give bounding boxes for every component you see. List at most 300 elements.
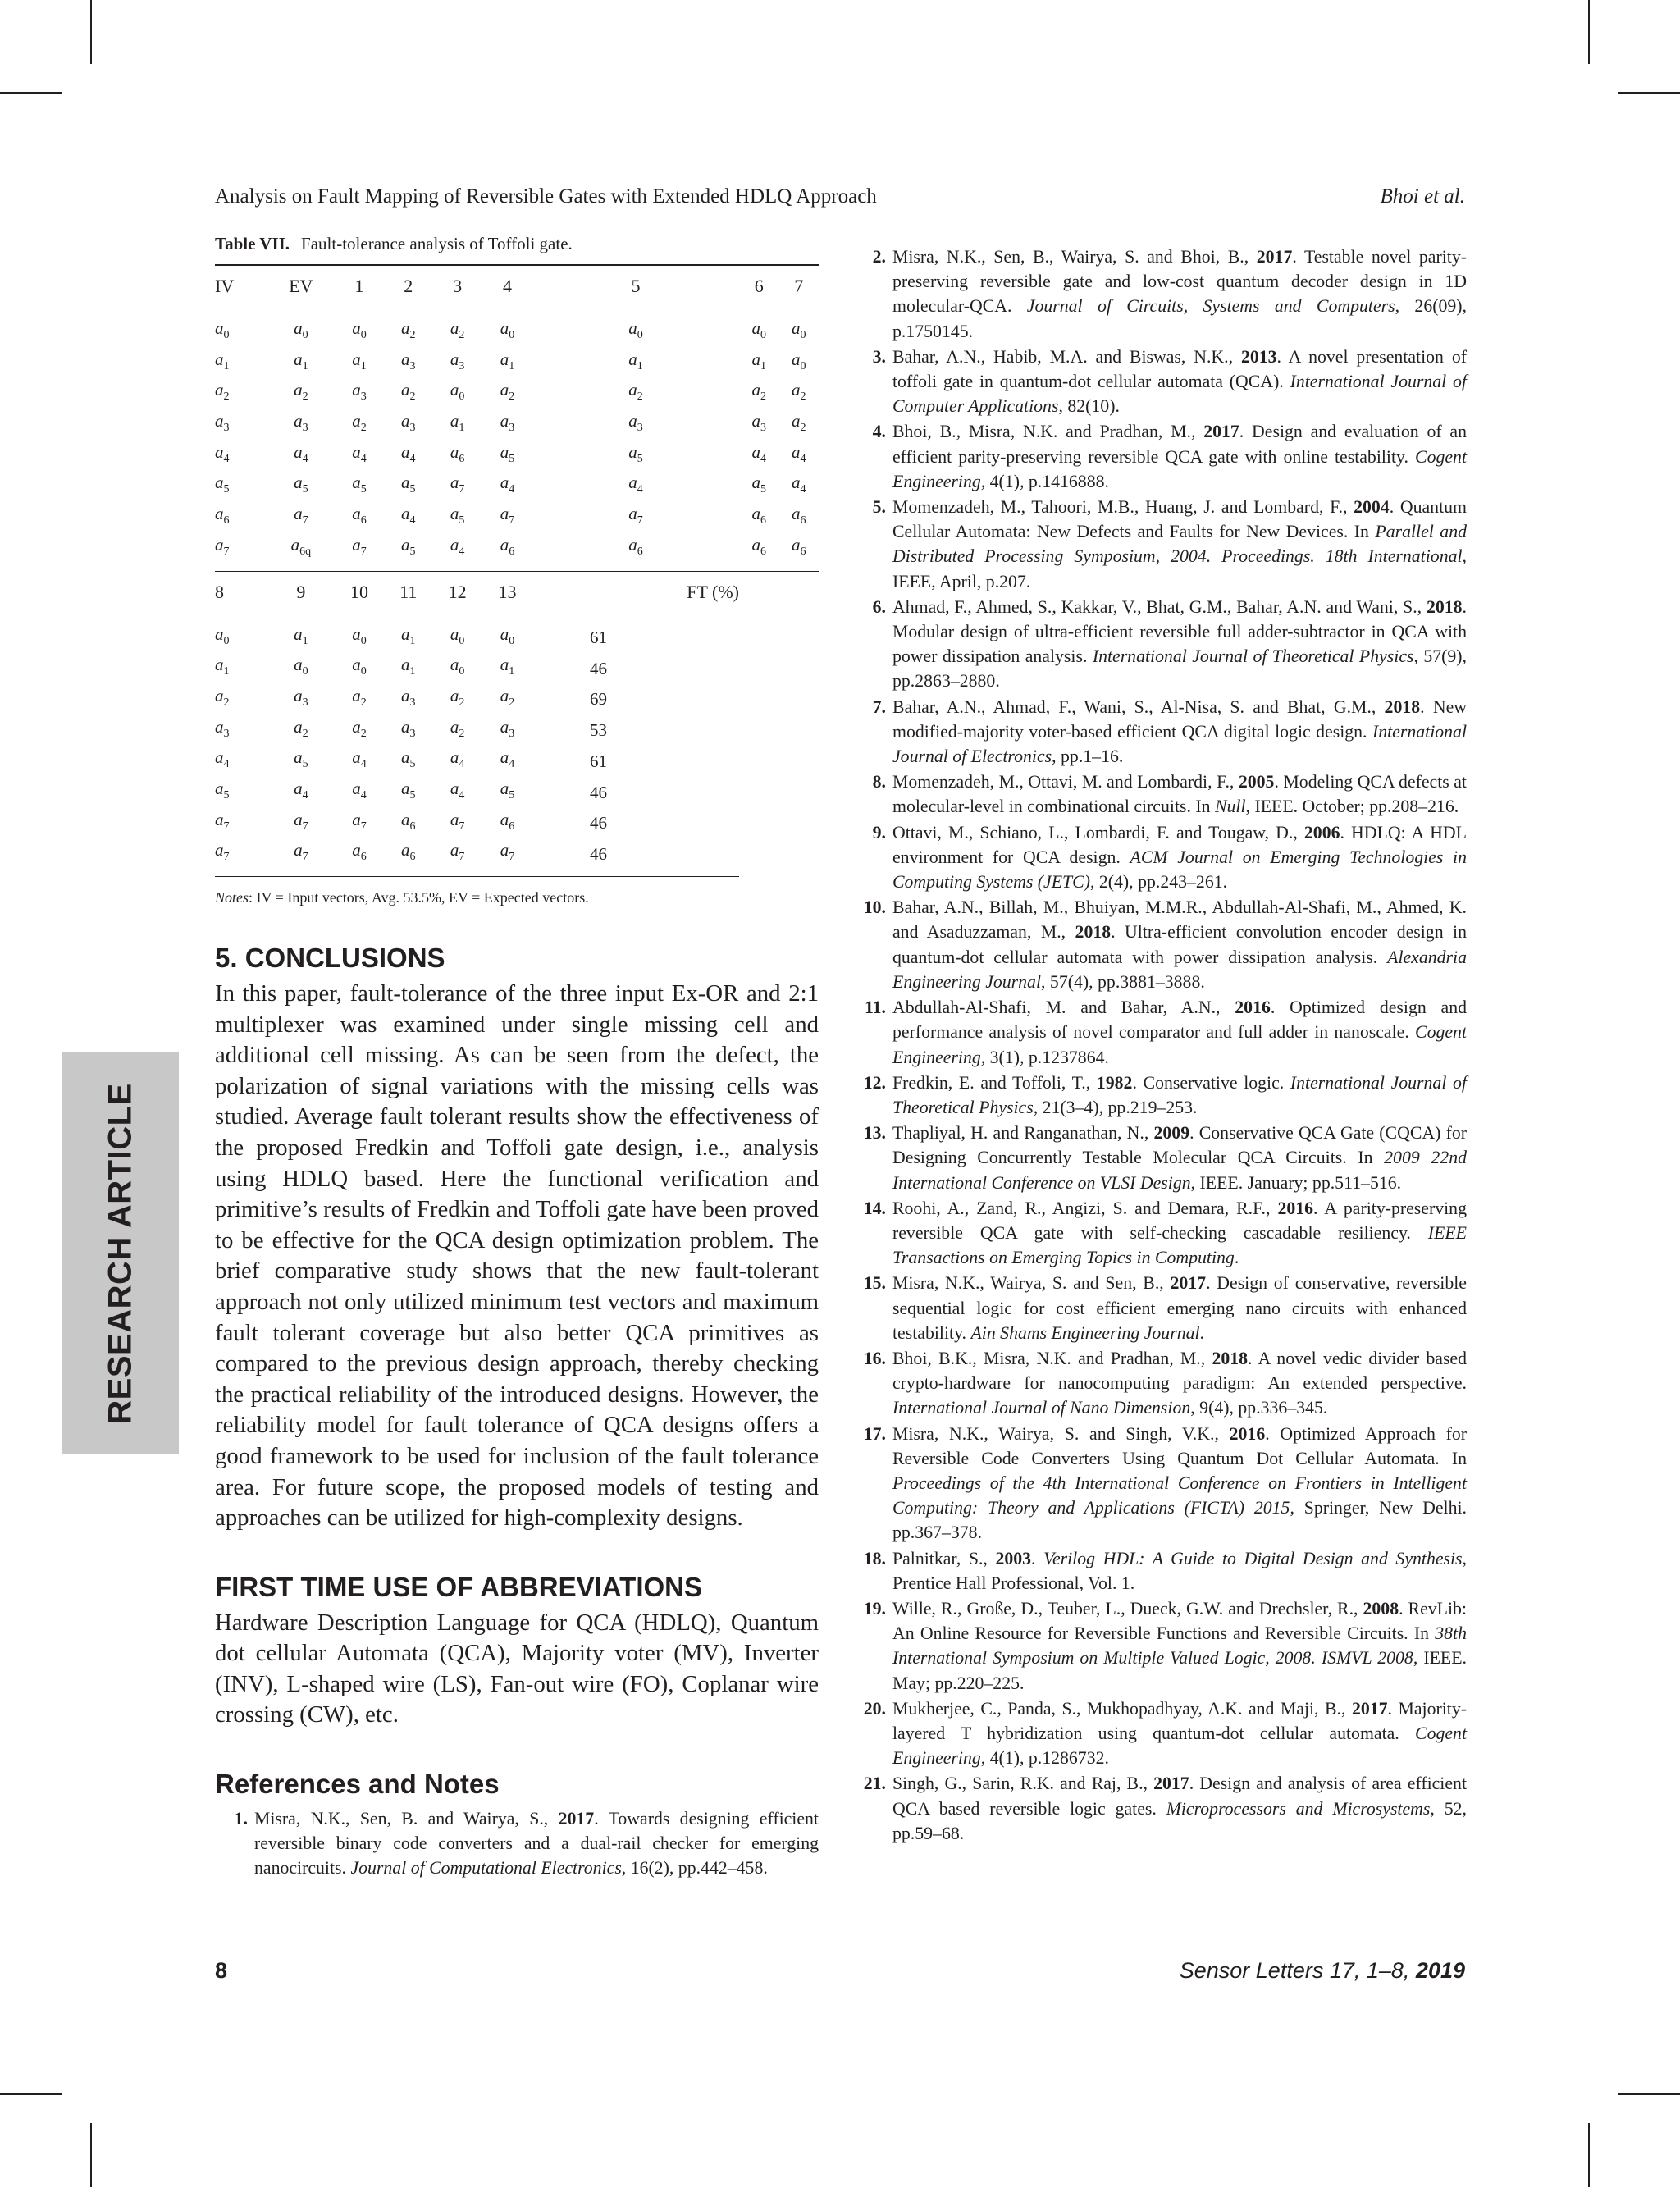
table-cell (384, 715, 432, 747)
cell-symbol (791, 441, 806, 465)
reference-journal: Verilog HDL: A Guide to Digital Design and Synthesis (1043, 1548, 1463, 1568)
cell-subscript: 0 (800, 329, 806, 342)
cell-var: a (401, 504, 410, 524)
cell-symbol (500, 441, 515, 465)
cell-var: a (352, 411, 361, 431)
cell-subscript: 5 (509, 789, 515, 802)
cell-symbol (294, 349, 308, 372)
cell-symbol (450, 380, 465, 404)
abbreviations-heading: FIRST TIME USE OF ABBREVIATIONS (215, 1571, 703, 1602)
reference-number: 6. (872, 596, 886, 617)
running-head-authors: Bhoi et al. (1380, 185, 1465, 208)
cell-symbol (450, 473, 465, 496)
cell-var: a (628, 349, 637, 369)
table-cell (432, 613, 482, 654)
table-cell (335, 409, 385, 441)
cell-symbol (401, 411, 416, 435)
cell-subscript: 6 (409, 820, 416, 833)
cell-subscript: 6 (760, 546, 766, 558)
cell-symbol (500, 809, 515, 833)
reference-volume: , Prentice Hall Professional, Vol. 1. (892, 1548, 1467, 1593)
cell-subscript: 3 (360, 390, 367, 404)
table-row (215, 684, 819, 715)
table-notes-label: Notes (215, 889, 249, 906)
table-cell (432, 441, 482, 472)
journal-name: Sensor Letters 17, 1–8, (1179, 1958, 1416, 1983)
cell-subscript: 7 (459, 820, 465, 833)
cell-var: a (401, 685, 410, 705)
cell-var: a (294, 809, 303, 829)
reference-title: . Modular design of ultra-efficient reversible full adder-subtractor in QCA with power dissipation analysis. (892, 596, 1467, 667)
cell-var: a (628, 380, 637, 400)
reference-item (853, 1346, 1467, 1421)
cell-symbol (500, 318, 515, 342)
section-side-tab (62, 1052, 179, 1454)
cell-symbol (500, 349, 515, 372)
table-cell (778, 409, 819, 441)
cell-var: a (215, 655, 224, 675)
reference-item (853, 419, 1467, 494)
cell-var: a (401, 534, 410, 555)
cell-var: a (401, 380, 410, 400)
cell-symbol (628, 441, 643, 465)
table-cell (778, 533, 819, 571)
cell-subscript: 6 (459, 452, 465, 465)
table-header-cell: 5 (532, 265, 739, 307)
cell-symbol (352, 809, 367, 833)
cell-var: a (500, 349, 509, 369)
cell-subscript: 3 (223, 727, 230, 740)
cell-symbol (401, 441, 416, 465)
reference-volume: , Springer, New Delhi. pp.367–378. (892, 1498, 1467, 1543)
table-cell (432, 746, 482, 777)
cell-subscript: 1 (459, 422, 465, 435)
cell-subscript: 7 (302, 820, 308, 833)
cell-var: a (401, 623, 410, 644)
reference-title: . Design and evaluation of an efficient parity-preserving reversible QCA gate with online testability. (892, 422, 1467, 467)
reference-item (853, 1422, 1467, 1546)
cell-symbol (450, 809, 465, 833)
cell-var: a (352, 747, 361, 768)
table-header-cell: EV (267, 265, 334, 307)
table-cell (384, 746, 432, 777)
cell-symbol (215, 840, 230, 864)
table-cell (778, 307, 819, 348)
reference-number: 9. (872, 822, 886, 842)
cell-symbol (500, 716, 515, 740)
cell-subscript: 3 (302, 696, 308, 710)
reference-title: . A novel vedic divider based crypto-hardware for nanocomputing paradigm: An extended perspective. (892, 1348, 1467, 1394)
reference-journal: ACM Journal on Emerging Technologies in Computing Systems (JETC) (892, 847, 1467, 893)
reference-authors: Wille, R., Große, D., Teuber, L., Dueck, G.W. and Drechsler, R., (892, 1598, 1363, 1619)
table-cell (215, 838, 267, 876)
table-cell: 46 (589, 658, 607, 678)
cell-subscript: 6 (509, 546, 515, 558)
cell-var: a (500, 411, 509, 431)
reference-authors: Roohi, A., Zand, R., Angizi, S. and Demara, R.F., (892, 1198, 1278, 1218)
table-cell (432, 471, 482, 502)
cell-subscript: 0 (302, 665, 308, 678)
reference-number: 16. (863, 1348, 886, 1368)
cell-var: a (450, 655, 459, 675)
cell-var: a (450, 685, 459, 705)
reference-volume: , IEEE. January; pp.511–516. (1190, 1172, 1402, 1193)
table-cell (482, 808, 532, 839)
cell-symbol (500, 655, 515, 678)
crop-mark (1618, 92, 1680, 94)
cell-subscript: 2 (409, 329, 416, 342)
cell-subscript: 7 (302, 514, 308, 527)
cell-symbol (352, 534, 367, 558)
cell-subscript: 1 (637, 359, 643, 372)
cell-var: a (500, 623, 509, 644)
table-row (215, 441, 819, 472)
reference-item (853, 1196, 1467, 1271)
reference-number: 4. (872, 422, 886, 442)
conclusions-text: In this paper, fault-tolerance of the three input Ex-OR and 2:1 multiplexer was examined under single missing cell and additional cell missing. As can be seen from the defect, the polarization of signal variations with the missing cells was studied. Average fault tolerant results show the effectiveness of the proposed Fredkin and Toffoli gate design, i.e., analysis using HDLQ based. Here the functional verification and primitive’s results of Fredkin and Toffoli gate have been proved to be effective for the QCA design optimization problem. The brief comparative study shows that the new fault-tolerant approach not only utilized minimum test vectors and maximum fault tolerant coverage but also better QCA primitives as compared to the previous design approach, thereby checking the practical reliability of the introduced designs. However, the reliability model for fault tolerance of QCA designs offers a good framework to be used for inclusion of the fault tolerance area. For future scope, the proposed models of testing and approaches can be utilized for high-complexity designs. (215, 980, 819, 1532)
table-cell (335, 307, 385, 348)
reference-volume: . (1234, 1248, 1239, 1268)
reference-title: . Design of conservative, reversible sequential logic for cost efficient emerging nano circuits with enhanced testability. (892, 1273, 1467, 1343)
cell-symbol (215, 747, 230, 771)
cell-var: a (215, 685, 224, 705)
cell-symbol (500, 534, 515, 558)
table-cell: 46 (589, 813, 607, 833)
cell-subscript: 5 (302, 758, 308, 771)
table-header-cell: 9 (267, 571, 334, 613)
table-cell (215, 777, 267, 808)
cell-subscript: 2 (760, 390, 766, 404)
table-cell (267, 409, 334, 441)
cell-symbol (352, 380, 367, 404)
reference-authors: Bahar, A.N., Ahmad, F., Wani, S., Al-Nisa, S. and Bhat, G.M., (892, 696, 1385, 717)
cell-subscript: 4 (637, 483, 643, 496)
cell-var: a (290, 534, 300, 555)
table-cell (432, 409, 482, 441)
cell-subscript: 4 (223, 758, 230, 771)
cell-var: a (294, 318, 303, 338)
reference-title: . Towards designing efficient reversible binary code converters and a dual-rail checker for emerging nanocircuits. (254, 1809, 819, 1879)
table-cell (432, 348, 482, 379)
journal-info (1180, 1954, 1465, 1987)
cell-symbol (450, 504, 465, 527)
cell-var: a (401, 778, 410, 798)
reference-volume: , 16(2), pp.442–458. (621, 1858, 768, 1879)
cell-symbol (450, 349, 465, 372)
table-cell (482, 409, 532, 441)
reference-journal: Cogent Engineering (892, 1723, 1467, 1769)
cell-subscript: 5 (409, 546, 416, 558)
cell-subscript: 4 (459, 758, 465, 771)
cell-var: a (450, 840, 459, 861)
reference-year: 2016 (1229, 1423, 1266, 1444)
table-cell (384, 613, 432, 654)
cell-symbol (751, 349, 766, 372)
table-row (215, 533, 819, 571)
reference-authors: Bahar, A.N., Habib, M.A. and Biswas, N.K., (892, 346, 1241, 367)
cell-var: a (215, 318, 224, 338)
cell-var: a (500, 809, 509, 829)
cell-var: a (294, 716, 303, 737)
table-cell (432, 533, 482, 571)
cell-symbol (450, 411, 465, 435)
table-cell (778, 378, 819, 409)
cell-subscript: 2 (800, 390, 806, 404)
cell-symbol (401, 318, 416, 342)
crop-mark (1588, 0, 1590, 64)
cell-var: a (791, 441, 801, 462)
reference-item (853, 1696, 1467, 1771)
reference-volume: , 26(09), p.1750145. (892, 296, 1467, 341)
cell-symbol (500, 778, 515, 802)
cell-subscript: 2 (459, 696, 465, 710)
cell-subscript: 5 (223, 483, 230, 496)
side-tab-label: RESEARCH ARTICLE (102, 1083, 139, 1424)
reference-year: 2017 (1256, 247, 1293, 267)
reference-volume: , IEEE. October; pp.208–216. (1245, 797, 1459, 817)
reference-year: 2018 (1212, 1348, 1249, 1368)
cell-var: a (500, 318, 509, 338)
reference-title: . Majority-layered T hybridization using quantum-dot cellular automata. (892, 1698, 1467, 1743)
cell-symbol (628, 380, 643, 404)
cell-symbol (352, 441, 367, 465)
cell-subscript: 4 (223, 452, 230, 465)
table-cell (215, 613, 267, 654)
right-column (853, 240, 1467, 1847)
cell-subscript: 2 (800, 422, 806, 435)
cell-subscript: 0 (223, 329, 230, 342)
cell-subscript: 2 (509, 390, 515, 404)
table-part-2 (215, 571, 819, 877)
cell-var: a (401, 747, 410, 768)
cell-var: a (450, 534, 459, 555)
cell-subscript: 1 (509, 359, 515, 372)
cell-var: a (294, 441, 303, 462)
table-cell (432, 502, 482, 533)
cell-symbol (294, 655, 308, 678)
cell-var: a (215, 716, 224, 737)
reference-number: 14. (863, 1198, 886, 1218)
table-cell (215, 502, 267, 533)
table-cell (384, 684, 432, 715)
table-cell (482, 348, 532, 379)
cell-var: a (500, 380, 509, 400)
cell-subscript: 6q (299, 546, 312, 558)
cell-subscript: 5 (637, 452, 643, 465)
cell-symbol (352, 655, 367, 678)
table-cell (267, 441, 334, 472)
cell-subscript: 0 (459, 665, 465, 678)
table-cell (778, 471, 819, 502)
reference-item (853, 769, 1467, 819)
reference-authors: Momenzadeh, M., Tahoori, M.B., Huang, J. and Lombard, F., (892, 497, 1354, 518)
table-header-cell: 6 (739, 265, 778, 307)
cell-subscript: 5 (509, 452, 515, 465)
cell-symbol (215, 534, 230, 558)
table-cell (335, 348, 385, 379)
cell-symbol (401, 504, 416, 527)
reference-item (853, 495, 1467, 594)
reference-title: . Conservative logic. (1132, 1072, 1290, 1093)
cell-subscript: 2 (302, 727, 308, 740)
cell-subscript: 4 (360, 789, 367, 802)
cell-subscript: 0 (637, 329, 643, 342)
cell-symbol (215, 623, 230, 647)
table-header-cell: 1 (335, 265, 385, 307)
cell-symbol (628, 473, 643, 496)
cell-var: a (628, 411, 637, 431)
cell-var: a (352, 318, 361, 338)
cell-var: a (450, 473, 459, 493)
cell-subscript: 5 (409, 483, 416, 496)
cell-symbol (401, 349, 416, 372)
reference-title: . HDLQ: A HDL environment for QCA design. (892, 822, 1467, 867)
reference-number: 1. (234, 1809, 248, 1829)
cell-var: a (352, 504, 361, 524)
cell-var: a (401, 318, 410, 338)
left-column (215, 231, 819, 1882)
table-cell (432, 378, 482, 409)
cell-subscript: 3 (509, 727, 515, 740)
table-cell (482, 746, 532, 777)
table-cell (215, 653, 267, 684)
cell-symbol (294, 441, 308, 465)
reference-item (853, 895, 1467, 994)
table-cell (215, 746, 267, 777)
table-cell (215, 533, 267, 571)
table-header-cell: 7 (778, 265, 819, 307)
reference-authors: Misra, N.K., Wairya, S. and Singh, V.K., (892, 1423, 1230, 1444)
cell-subscript: 0 (459, 634, 465, 647)
cell-subscript: 3 (459, 359, 465, 372)
cell-subscript: 4 (760, 452, 766, 465)
table-cell (335, 838, 385, 876)
cell-var: a (352, 380, 361, 400)
cell-subscript: 1 (509, 665, 515, 678)
cell-symbol (628, 349, 643, 372)
cell-var: a (215, 441, 224, 462)
reference-year: 2017 (1170, 1273, 1207, 1294)
cell-subscript: 7 (223, 820, 230, 833)
cell-subscript: 2 (360, 422, 367, 435)
cell-var: a (628, 473, 637, 493)
reference-number: 2. (872, 247, 886, 267)
cell-subscript: 5 (223, 789, 230, 802)
table-cell (215, 684, 267, 715)
table-cell (267, 777, 334, 808)
table-cell (532, 348, 739, 379)
reference-year: 2017 (1351, 1698, 1388, 1719)
cell-subscript: 0 (509, 329, 515, 342)
cell-var: a (294, 623, 303, 644)
cell-var: a (294, 473, 303, 493)
table-cell (267, 746, 334, 777)
table-cell: 61 (589, 628, 607, 648)
cell-symbol (751, 380, 766, 404)
reference-number: 12. (863, 1072, 886, 1093)
reference-number: 11. (864, 998, 886, 1018)
cell-var: a (294, 778, 303, 798)
cell-subscript: 4 (302, 789, 308, 802)
table-caption-text: Fault-tolerance analysis of Toffoli gate. (301, 234, 573, 253)
table-cell (482, 715, 532, 747)
cell-var: a (628, 318, 637, 338)
cell-subscript: 3 (760, 422, 766, 435)
reference-volume: , IEEE, April, p.207. (892, 546, 1467, 591)
references-heading: References and Notes (215, 1769, 500, 1800)
table-cell (215, 307, 267, 348)
table-cell (215, 348, 267, 379)
reference-volume: , 4(1), p.1286732. (980, 1748, 1109, 1769)
cell-symbol (215, 441, 230, 465)
cell-symbol (791, 349, 806, 372)
cell-symbol (791, 318, 806, 342)
cell-subscript: 6 (637, 546, 643, 558)
cell-var: a (450, 318, 459, 338)
reference-item (215, 1806, 819, 1881)
table-cell (532, 533, 739, 571)
cell-symbol (791, 534, 806, 558)
cell-symbol (500, 504, 515, 527)
reference-journal: Alexandria Engineering Journal (892, 947, 1467, 992)
reference-authors: Ottavi, M., Schiano, L., Lombardi, F. and Tougaw, D., (892, 822, 1304, 842)
table-cell (384, 653, 432, 684)
cell-symbol (294, 809, 308, 833)
table-cell (267, 348, 334, 379)
cell-symbol (352, 318, 367, 342)
cell-subscript: 5 (360, 483, 367, 496)
table-cell (482, 533, 532, 571)
cell-subscript: 0 (223, 634, 230, 647)
cell-symbol (628, 411, 643, 435)
cell-var: a (215, 840, 224, 861)
cell-subscript: 2 (459, 727, 465, 740)
table-cell (432, 684, 482, 715)
reference-number: 8. (872, 772, 886, 792)
table-cell (215, 441, 267, 472)
cell-var: a (352, 441, 361, 462)
reference-title: . New modified-majority voter-based efficient QCA digital logic design. (892, 696, 1467, 742)
cell-symbol (450, 716, 465, 740)
cell-subscript: 3 (409, 696, 416, 710)
table-cell (482, 307, 532, 348)
cell-var: a (628, 534, 637, 555)
cell-subscript: 7 (360, 820, 367, 833)
running-head (215, 182, 1465, 212)
cell-var: a (215, 623, 224, 644)
table-cell (482, 838, 532, 876)
table-cell (267, 533, 334, 571)
cell-symbol (215, 504, 230, 527)
table-row (215, 777, 819, 808)
table-cell (267, 838, 334, 876)
cell-var: a (215, 473, 224, 493)
cell-subscript: 3 (509, 422, 515, 435)
conclusions-heading: 5. CONCLUSIONS (215, 943, 445, 973)
cell-subscript: 7 (360, 546, 367, 558)
reference-journal: Ain Shams Engineering Journal (970, 1322, 1200, 1343)
table-header-cell: 12 (432, 571, 482, 613)
cell-symbol (751, 411, 766, 435)
cell-symbol (352, 716, 367, 740)
table-cell (267, 808, 334, 839)
cell-var: a (791, 380, 801, 400)
cell-symbol (401, 623, 416, 647)
table-caption (215, 231, 819, 256)
table-row (215, 378, 819, 409)
cell-symbol (294, 411, 308, 435)
cell-var: a (352, 534, 361, 555)
